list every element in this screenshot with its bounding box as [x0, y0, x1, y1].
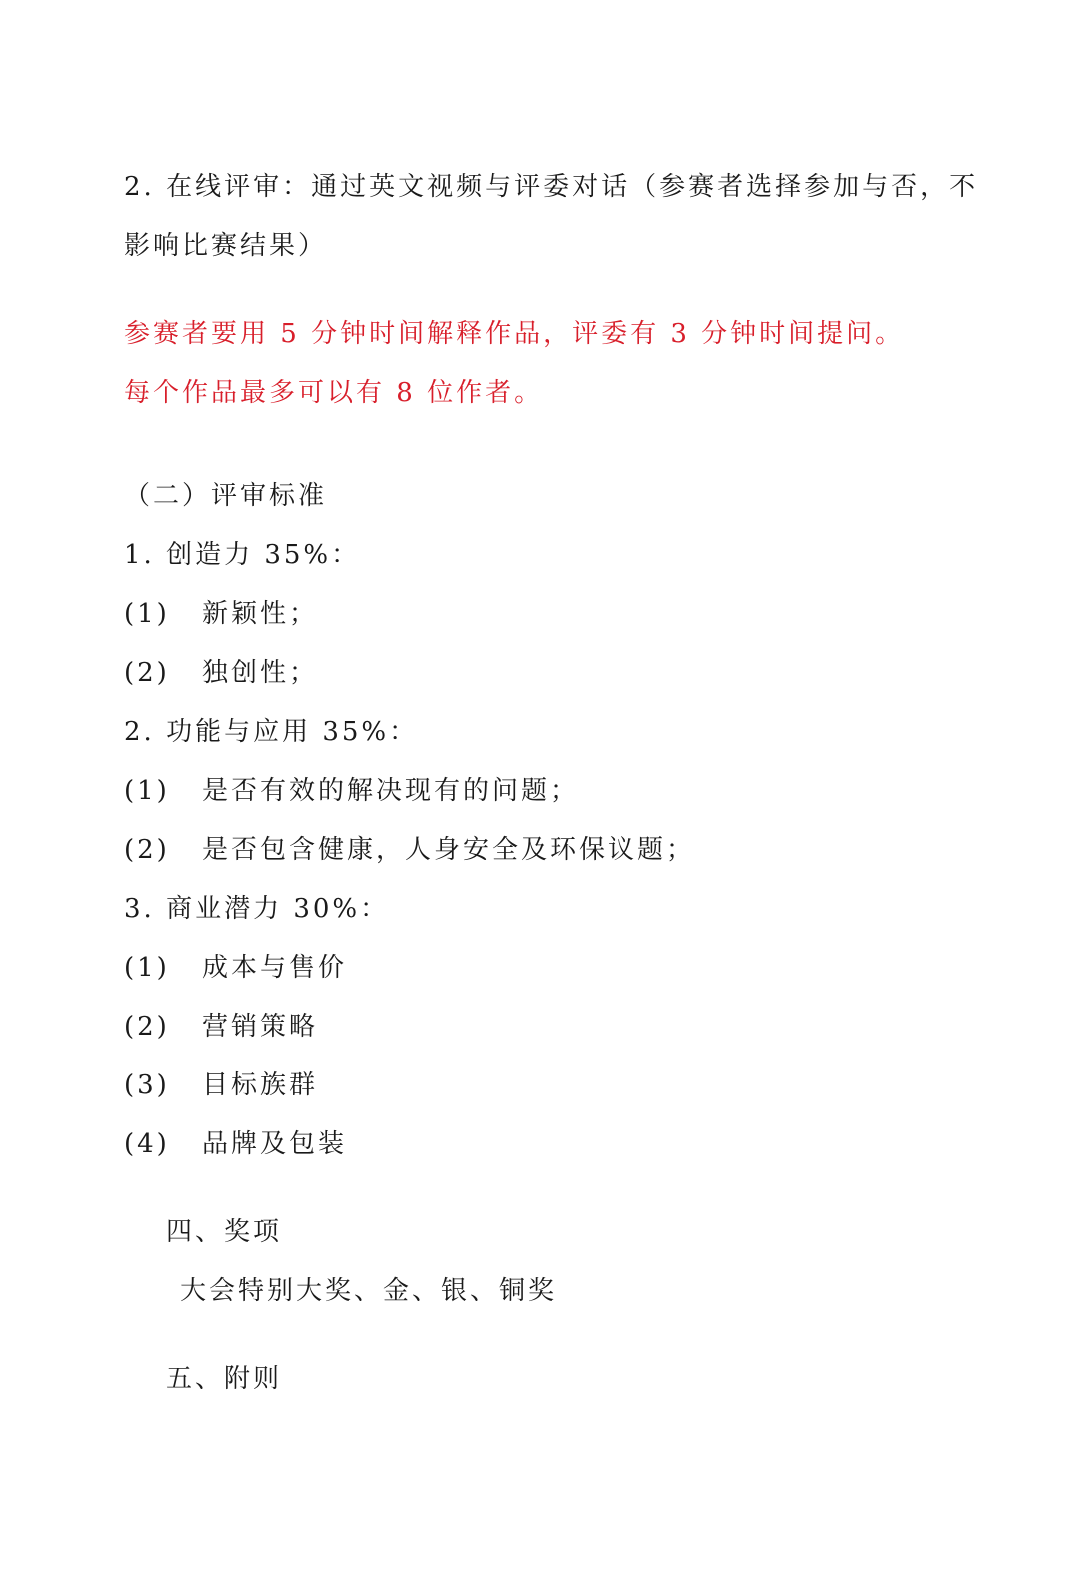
criteria-item: [124, 1068, 318, 1102]
item-text: 品牌及包装: [202, 1129, 348, 1159]
item-number: (1): [124, 776, 170, 806]
criteria-group-title: 1. 创造力 35%：: [124, 540, 361, 570]
item-number: (2): [124, 835, 170, 865]
awards-heading: 四、奖项: [166, 1217, 283, 1247]
review-line-2: 影响比赛结果）: [124, 231, 328, 261]
item-text: 是否有效的解决现有的问题；: [202, 776, 580, 806]
item-text: 独创性；: [202, 658, 319, 688]
item-number: (2): [124, 1012, 170, 1042]
item-number: (1): [124, 953, 170, 983]
item-number: (2): [124, 658, 170, 688]
item-text: 营销策略: [202, 1012, 319, 1042]
item-number: (4): [124, 1129, 170, 1159]
criteria-group-title: 2. 功能与应用 35%：: [124, 717, 419, 747]
criteria-item: [124, 656, 318, 690]
item-text: 成本与售价: [202, 953, 348, 983]
awards-text: 大会特别大奖、金、银、铜奖: [180, 1276, 558, 1306]
review-line-1: 2. 在线评审：通过英文视频与评委对话（参赛者选择参加与否，不: [124, 172, 979, 202]
criteria-item: [124, 597, 318, 631]
criteria-item: [124, 1010, 318, 1044]
criteria-item: [124, 951, 347, 985]
item-text: 目标族群: [202, 1070, 319, 1100]
item-number: (1): [124, 599, 170, 629]
highlight-note-1: 参赛者要用 5 分钟时间解释作品，评委有 3 分钟时间提问。: [124, 319, 905, 349]
appendix-heading: 五、附则: [166, 1364, 283, 1394]
criteria-heading: （二）评审标准: [124, 481, 328, 511]
highlight-note-2: 每个作品最多可以有 8 位作者。: [124, 378, 544, 408]
criteria-item: [124, 833, 695, 867]
criteria-item: [124, 774, 579, 808]
item-text: 新颖性；: [202, 599, 319, 629]
criteria-item: [124, 1127, 347, 1161]
criteria-group-title: 3. 商业潜力 30%：: [124, 894, 390, 924]
item-text: 是否包含健康，人身安全及环保议题；: [202, 835, 696, 865]
item-number: (3): [124, 1070, 170, 1100]
